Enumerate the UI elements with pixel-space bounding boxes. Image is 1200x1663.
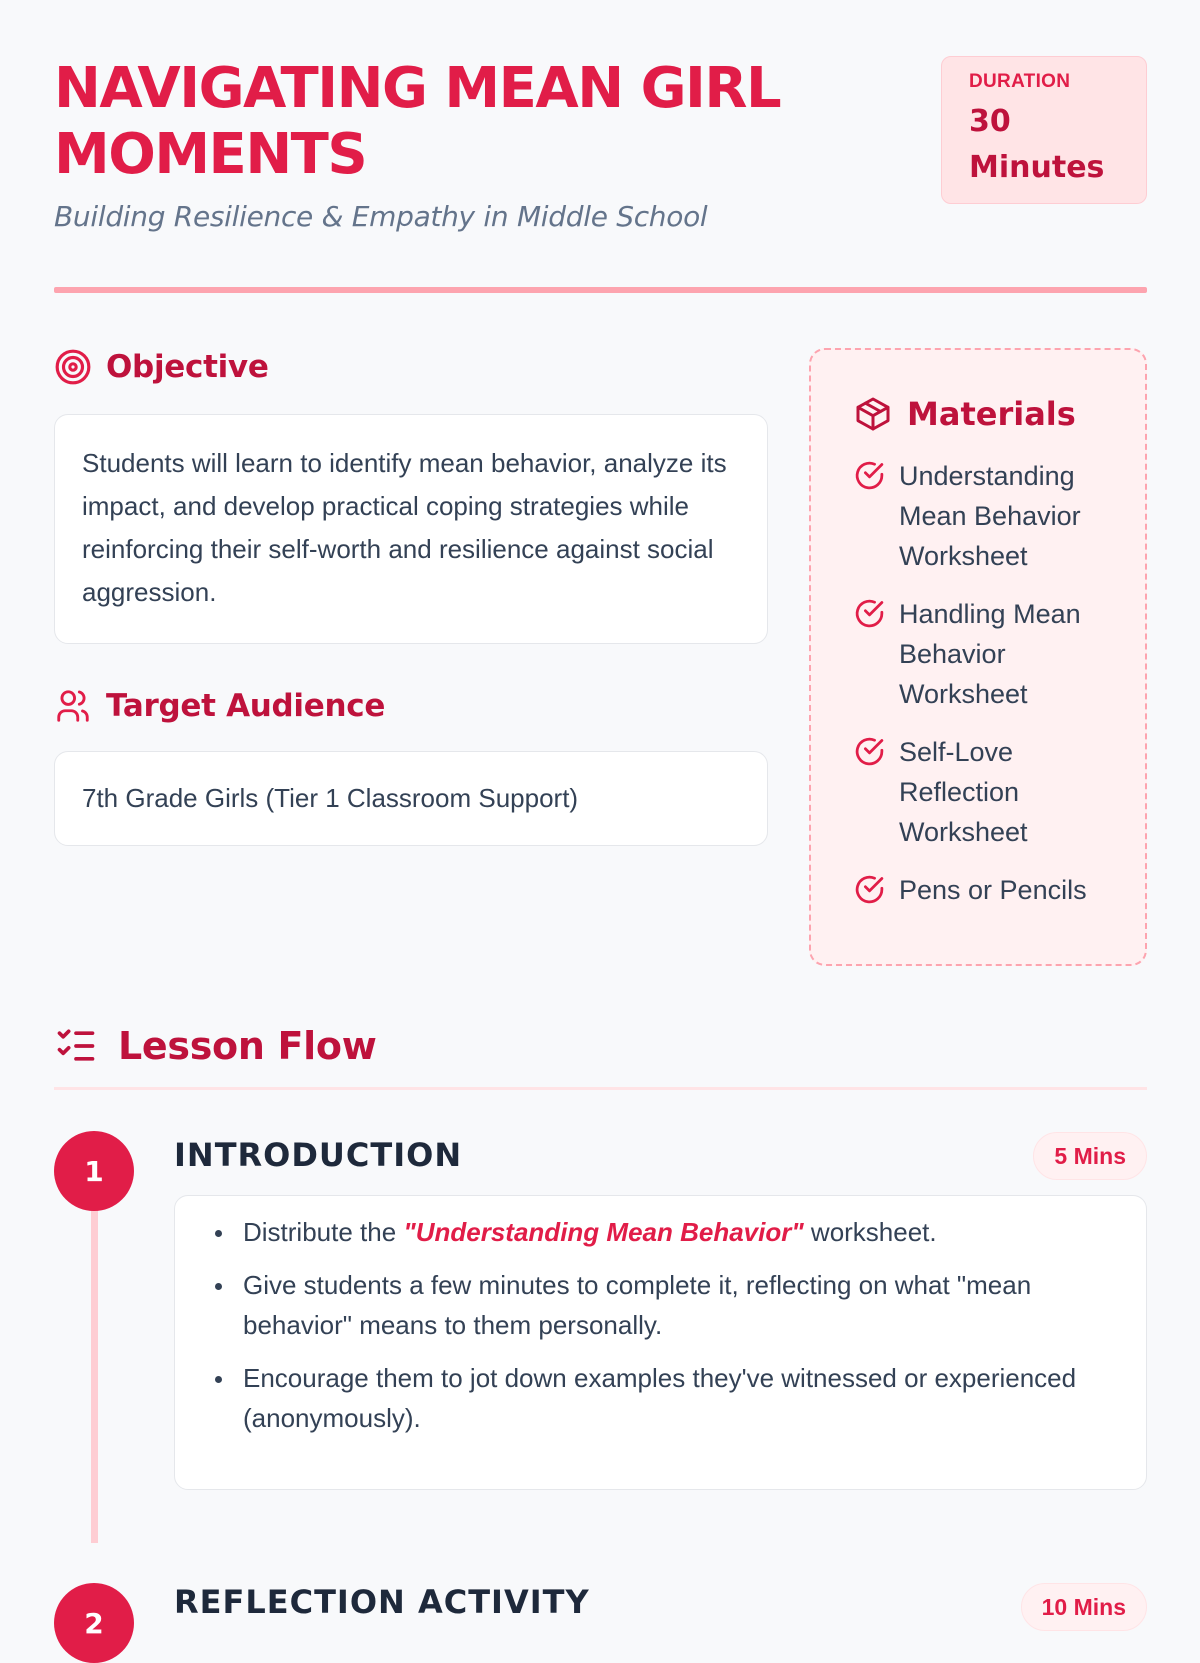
materials-item (853, 456, 1105, 576)
audience-text: 7th Grade Girls (Tier 1 Classroom Support) (82, 783, 579, 813)
page-subtitle: Building Resilience & Empathy in Middle School (54, 200, 708, 233)
package-icon (853, 394, 893, 434)
lesson-flow-heading (54, 1024, 377, 1068)
list-check-icon (54, 1024, 98, 1068)
duration-box (941, 56, 1147, 204)
materials-item-label: Handling Mean Behavior Worksheet (899, 599, 1081, 709)
lesson-flow-heading-label: Lesson Flow (118, 1024, 377, 1068)
timeline-line (91, 1200, 98, 1543)
worksheet-name-emphasis: "Understanding Mean Behavior" (403, 1217, 804, 1247)
step-number-badge: 2 (54, 1583, 134, 1663)
check-circle-icon (853, 735, 886, 768)
bullet-text: Encourage them to jot down examples they've witnessed or experienced (anonymously). (243, 1363, 1077, 1433)
bullet-text: Distribute the (243, 1217, 404, 1247)
page-title: NAVIGATING MEAN GIRL MOMENTS (54, 56, 781, 187)
bullet-text: Give students a few minutes to complete it, reflecting on what "mean behavior" means to them personally. (243, 1270, 1032, 1340)
materials-item-label: Understanding Mean Behavior Worksheet (899, 461, 1081, 571)
check-circle-icon (853, 459, 886, 492)
materials-item (853, 594, 1105, 714)
materials-heading (853, 394, 1105, 434)
audience-heading-label: Target Audience (106, 688, 386, 724)
check-circle-icon (853, 597, 886, 630)
target-icon (54, 348, 92, 386)
audience-card (54, 751, 768, 846)
objective-text: Students will learn to identify mean behavior, analyze its impact, and develop practical coping strategies while reinforcing their self-worth and resilience against social aggression. (82, 448, 727, 607)
materials-item (853, 732, 1105, 852)
step-number-badge: 1 (54, 1131, 134, 1211)
step-title: REFLECTION ACTIVITY (174, 1583, 590, 1621)
list-item (213, 1358, 1116, 1438)
lesson-flow-divider (54, 1087, 1147, 1090)
header (54, 56, 1147, 246)
step-content-card (174, 1195, 1147, 1490)
materials-heading-label: Materials (907, 395, 1076, 433)
list-item (213, 1265, 1116, 1345)
list-item (213, 1212, 1116, 1252)
materials-item (853, 870, 1105, 910)
objective-heading-label: Objective (106, 349, 269, 385)
objective-heading (54, 348, 269, 386)
check-circle-icon (853, 873, 886, 906)
materials-panel (809, 348, 1147, 966)
users-icon (54, 687, 92, 725)
materials-item-label: Self-Love Reflection Worksheet (899, 737, 1028, 847)
step-title: INTRODUCTION (174, 1136, 463, 1174)
step-duration-badge: 10 Mins (1021, 1583, 1147, 1631)
audience-heading (54, 687, 385, 725)
header-divider (54, 287, 1147, 293)
duration-value: 30 Minutes (969, 104, 1105, 185)
duration-label: DURATION (969, 71, 1071, 92)
objective-card (54, 414, 768, 644)
step-duration-badge: 5 Mins (1033, 1132, 1147, 1180)
step-bullet-list (213, 1212, 1116, 1438)
materials-item-label: Pens or Pencils (899, 875, 1087, 905)
bullet-text: worksheet. (803, 1217, 937, 1247)
